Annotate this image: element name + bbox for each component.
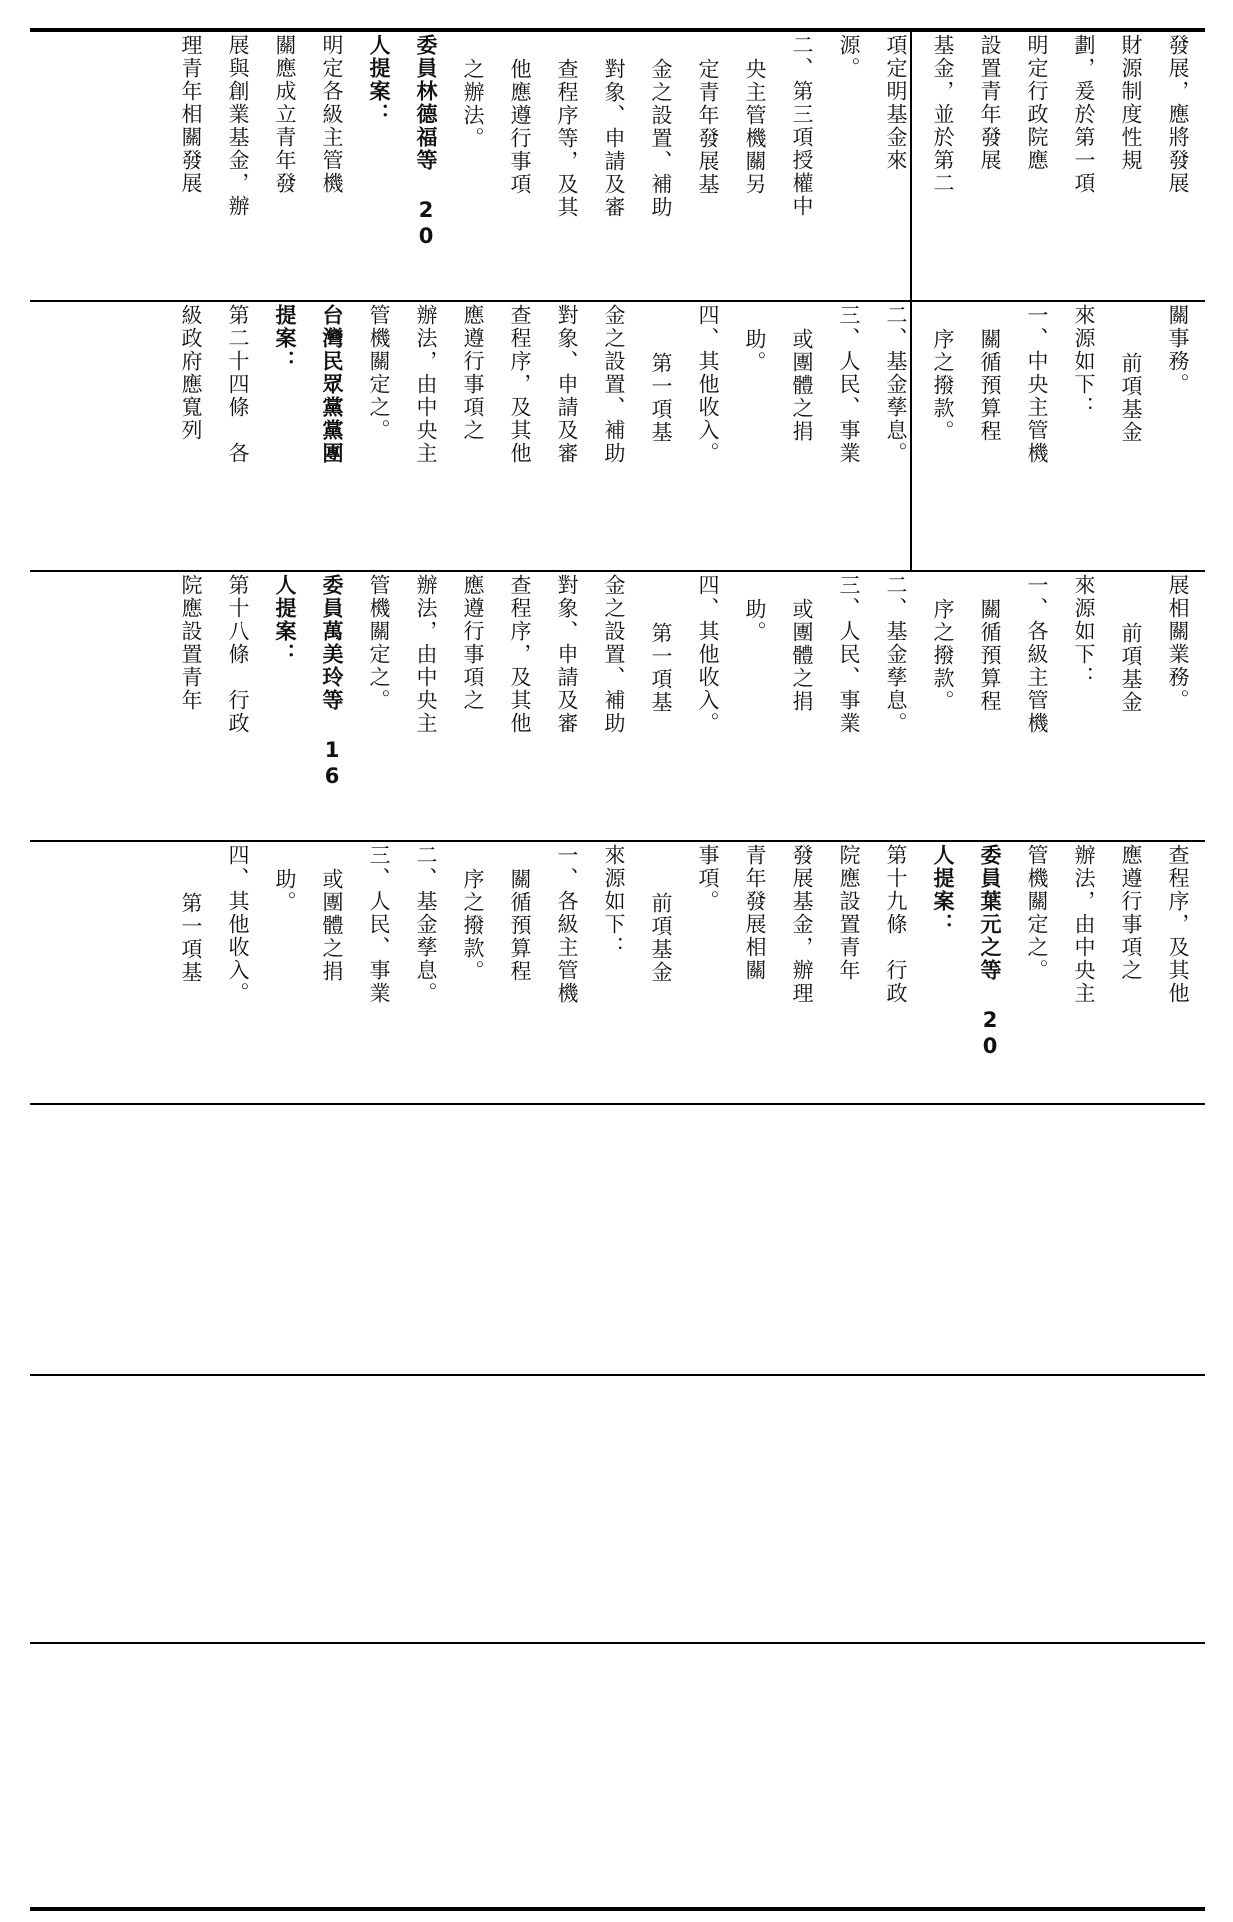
text-line: 管機關定之。 — [1025, 844, 1049, 982]
text-line: 提案： — [273, 304, 297, 373]
text-line: 應遵行事項之 — [461, 304, 485, 442]
text-line: 關循預算程 — [508, 868, 532, 983]
text-line: 四、其他收入。 — [696, 574, 720, 735]
text-line: 三、人民、事業 — [367, 844, 391, 1005]
text-line: 第一項基 — [649, 622, 673, 714]
text-cell-2 — [30, 304, 1205, 568]
text-cell-4 — [30, 844, 1205, 1100]
text-line: 辦法，由中央主 — [414, 304, 438, 465]
text-line: 查程序，及其他 — [508, 574, 532, 735]
text-line: 金之設置、補助 — [602, 304, 626, 465]
text-line: 院應設置青年 — [837, 844, 861, 982]
text-line: 二、第三項授權中 — [790, 34, 814, 218]
text-line: 基金，並於第二 — [931, 34, 955, 195]
text-line: 查程序等，及其 — [555, 58, 579, 219]
text-line: 委員萬美玲等 16 — [320, 574, 344, 790]
text-line: 序之撥款。 — [461, 868, 485, 983]
text-line: 發展，應將發展 — [1166, 34, 1190, 195]
text-line: 明定行政院應 — [1025, 34, 1049, 172]
text-line: 一、各級主管機 — [1025, 574, 1049, 735]
text-line: 展與創業基金，辦 — [226, 34, 250, 218]
text-line: 管機關定之。 — [367, 304, 391, 442]
text-line: 助。 — [743, 328, 767, 374]
text-line: 關事務。 — [1166, 304, 1190, 396]
text-line: 青年發展相關 — [743, 844, 767, 982]
text-line: 台灣民眾黨黨團 — [320, 304, 344, 465]
text-line: 定青年發展基 — [696, 58, 720, 196]
text-line: 源。 — [837, 34, 861, 80]
text-line: 對象、申請及審 — [555, 574, 579, 735]
text-line: 委員林德福等 20 — [414, 34, 438, 250]
empty-row-4 — [30, 1645, 1205, 1905]
text-line: 理青年相關發展 — [179, 34, 203, 195]
text-line: 應遵行事項之 — [461, 574, 485, 712]
text-line: 對象、申請及審 — [555, 304, 579, 465]
text-line: 管機關定之。 — [367, 574, 391, 712]
text-line: 關循預算程 — [978, 598, 1002, 713]
text-line: 設置青年發展 — [978, 34, 1002, 172]
text-line: 一、各級主管機 — [555, 844, 579, 1005]
text-line: 項定明基金來 — [884, 34, 908, 172]
text-line: 前項基金 — [1119, 622, 1143, 714]
text-line: 辦法，由中央主 — [414, 574, 438, 735]
text-line: 二、基金孳息。 — [884, 574, 908, 735]
text-line: 第二十四條 各 — [226, 304, 250, 465]
text-line: 序之撥款。 — [931, 328, 955, 443]
text-line: 序之撥款。 — [931, 598, 955, 713]
text-line: 二、基金孳息。 — [884, 304, 908, 465]
text-line: 發展基金，辦理 — [790, 844, 814, 1005]
text-line: 劃，爰於第一項 — [1072, 34, 1096, 195]
text-line: 前項基金 — [1119, 352, 1143, 444]
text-line: 央主管機關另 — [743, 58, 767, 196]
text-line: 關循預算程 — [978, 328, 1002, 443]
text-line: 四、其他收入。 — [226, 844, 250, 1005]
text-line: 級政府應寬列 — [179, 304, 203, 442]
text-line: 明定各級主管機 — [320, 34, 344, 195]
text-line: 辦法，由中央主 — [1072, 844, 1096, 1005]
text-line: 事項。 — [696, 844, 720, 913]
text-line: 或團體之捐 — [790, 328, 814, 443]
text-line: 查程序，及其他 — [1166, 844, 1190, 1005]
text-line: 人提案： — [931, 844, 955, 936]
text-cell-3 — [30, 574, 1205, 838]
text-line: 財源制度性規 — [1119, 34, 1143, 172]
text-line: 之辦法。 — [461, 58, 485, 150]
text-line: 院應設置青年 — [179, 574, 203, 712]
page-bottom-rule — [30, 1907, 1205, 1911]
text-line: 金之設置、補助 — [649, 58, 673, 219]
text-line: 關應成立青年發 — [273, 34, 297, 195]
text-line: 對象、申請及審 — [602, 58, 626, 219]
row2-bottom-rule — [30, 1374, 1205, 1376]
empty-row-3 — [30, 1377, 1205, 1641]
text-line: 前項基金 — [649, 892, 673, 984]
text-line: 應遵行事項之 — [1119, 844, 1143, 982]
text-line: 一、中央主管機 — [1025, 304, 1049, 465]
text-cell-1 — [30, 34, 1205, 298]
text-line: 來源如下： — [602, 844, 626, 959]
cell-divider — [30, 840, 1205, 842]
text-line: 助。 — [273, 868, 297, 914]
row3-bottom-rule — [30, 1642, 1205, 1644]
text-line: 第十九條 行政 — [884, 844, 908, 1005]
text-line: 來源如下： — [1072, 574, 1096, 689]
row1-bottom-rule — [30, 1103, 1205, 1105]
text-line: 第十八條 行政 — [226, 574, 250, 735]
text-line: 或團體之捐 — [790, 598, 814, 713]
text-line: 二、基金孳息。 — [414, 844, 438, 1005]
text-line: 三、人民、事業 — [837, 574, 861, 735]
text-line: 助。 — [743, 598, 767, 644]
text-line: 展相關業務。 — [1166, 574, 1190, 712]
cell-divider — [30, 300, 1205, 302]
cell-divider — [30, 570, 1205, 572]
text-line: 他應遵行事項 — [508, 58, 532, 196]
text-line: 人提案： — [273, 574, 297, 666]
text-line: 金之設置、補助 — [602, 574, 626, 735]
text-line: 委員葉元之等 20 — [978, 844, 1002, 1060]
text-line: 第一項基 — [649, 352, 673, 444]
text-line: 第一項基 — [179, 892, 203, 984]
text-line: 查程序，及其他 — [508, 304, 532, 465]
text-line: 來源如下： — [1072, 304, 1096, 419]
text-line: 人提案： — [367, 34, 391, 126]
empty-row-2 — [30, 1106, 1205, 1372]
text-line: 三、人民、事業 — [837, 304, 861, 465]
page-top-rule — [30, 28, 1205, 32]
text-line: 或團體之捐 — [320, 868, 344, 983]
text-line: 四、其他收入。 — [696, 304, 720, 465]
